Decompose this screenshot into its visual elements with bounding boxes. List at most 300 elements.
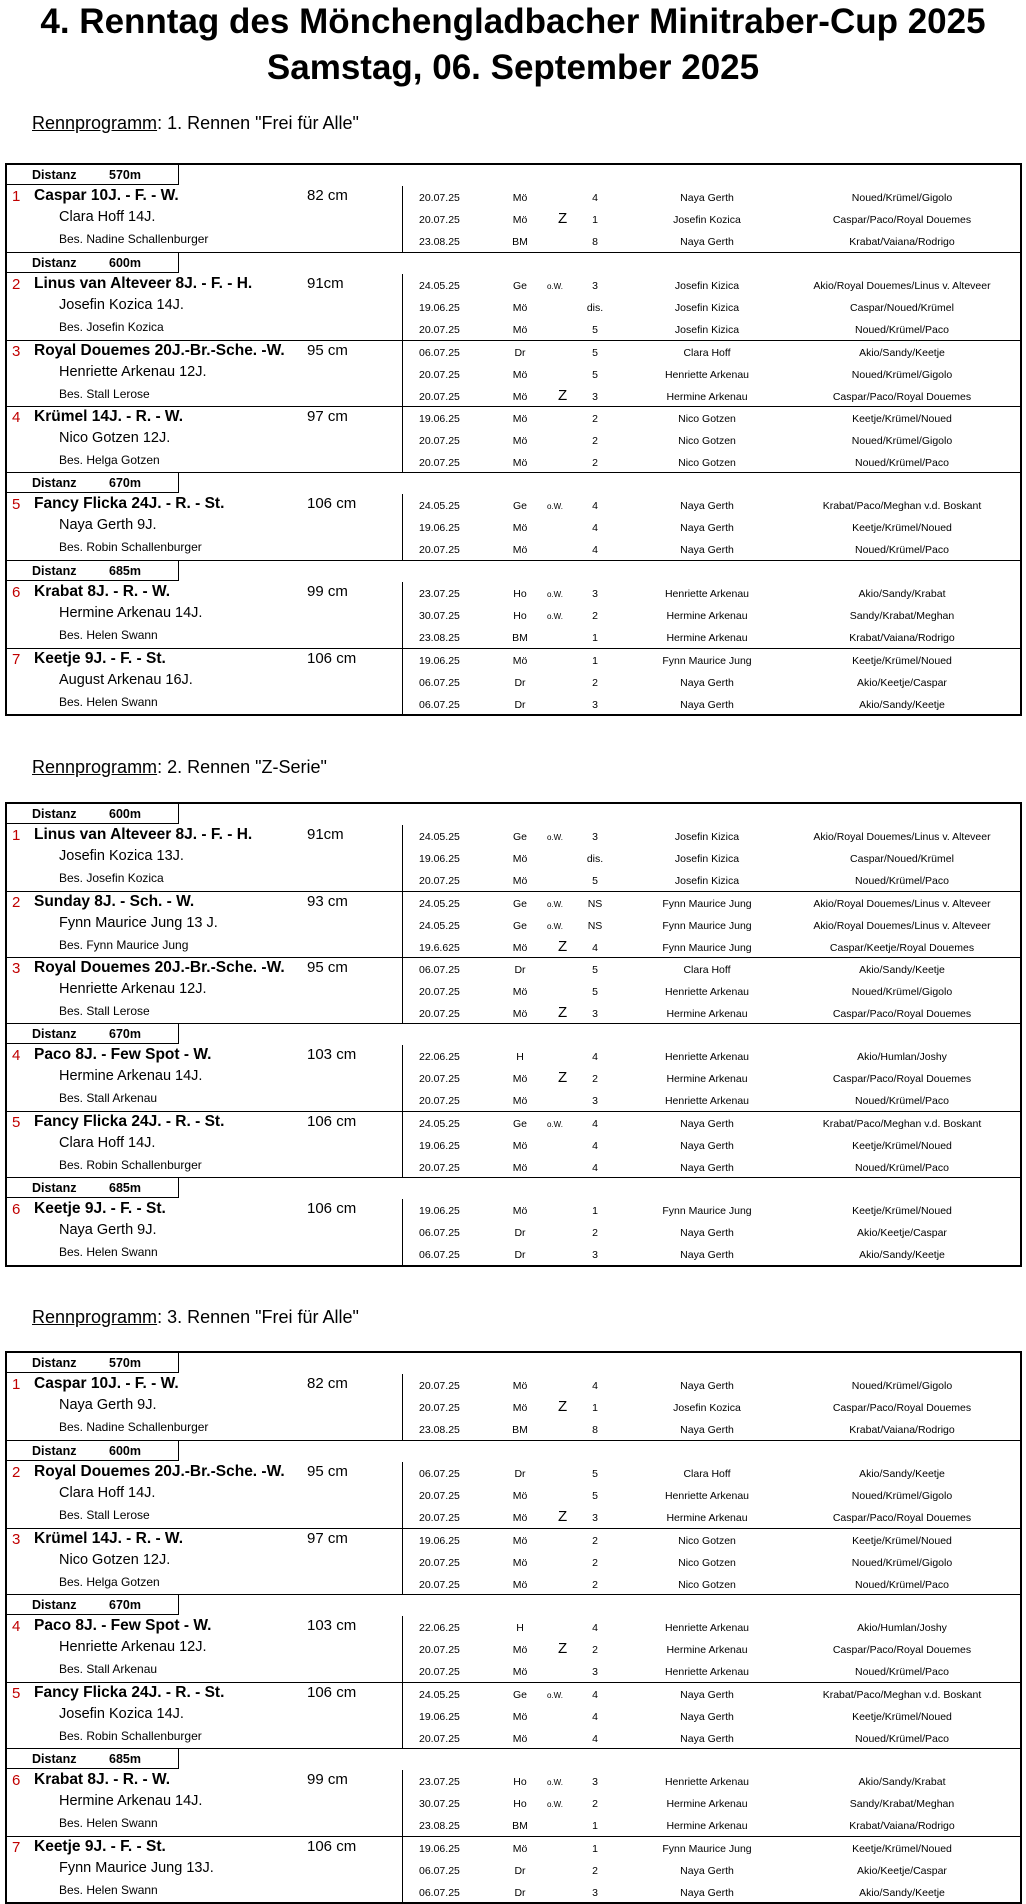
result-horses: Akio/Sandy/Krabat bbox=[858, 588, 946, 600]
result-position: 4 bbox=[592, 1118, 598, 1130]
result-driver: Henriette Arkenau bbox=[664, 1622, 750, 1634]
result-place: Mö bbox=[512, 875, 528, 887]
result-place: Dr bbox=[514, 964, 526, 976]
horse-name: Sunday 8J. - Sch. - W. bbox=[34, 893, 195, 910]
result-position: 5 bbox=[592, 875, 598, 887]
start-number: 7 bbox=[12, 1839, 21, 1856]
result-place: Dr bbox=[514, 1468, 526, 1480]
result-place: Ge bbox=[512, 831, 527, 843]
result-date: 20.07.25 bbox=[419, 1666, 460, 1678]
race-program-label: Rennprogramm bbox=[32, 113, 158, 133]
rider-name: Clara Hoff 14J. bbox=[59, 209, 156, 225]
result-horses: Noued/Krümel/Paco bbox=[855, 1579, 949, 1591]
result-horses: Noued/Krümel/Gigolo bbox=[851, 1557, 953, 1569]
horse-entry bbox=[7, 1374, 1020, 1440]
result-row bbox=[7, 429, 1020, 451]
result-row bbox=[7, 1089, 1020, 1111]
horse-name: Keetje 9J. - F. - St. bbox=[34, 1838, 166, 1855]
result-horses: Akio/Sandy/Krabat bbox=[858, 1776, 946, 1788]
result-date: 20.07.25 bbox=[419, 544, 460, 556]
distance-box bbox=[7, 165, 179, 185]
result-row bbox=[7, 1045, 1020, 1067]
result-ow: o.W. bbox=[547, 502, 564, 511]
start-number: 4 bbox=[12, 409, 21, 426]
result-row bbox=[7, 1134, 1020, 1156]
horse-height: 106 cm bbox=[307, 1838, 357, 1855]
result-ow: o.W. bbox=[547, 833, 564, 842]
result-place: Ge bbox=[512, 1118, 527, 1130]
horse-entry bbox=[7, 340, 1020, 406]
rider-name: Fynn Maurice Jung 13J. bbox=[59, 1860, 214, 1876]
result-position: 3 bbox=[592, 280, 598, 292]
result-place: Mö bbox=[512, 522, 528, 534]
result-horses: Caspar/Keetje/Royal Douemes bbox=[829, 942, 975, 954]
result-driver: Fynn Maurice Jung bbox=[662, 1843, 752, 1855]
result-place: Dr bbox=[514, 1249, 526, 1261]
result-position: 4 bbox=[592, 192, 598, 204]
result-date: 20.07.25 bbox=[419, 457, 460, 469]
result-horses: Krabat/Paco/Meghan v.d. Boskant bbox=[822, 1689, 982, 1701]
result-driver: Hermine Arkenau bbox=[666, 610, 748, 622]
result-position: 3 bbox=[592, 699, 598, 711]
result-place: Ge bbox=[512, 898, 527, 910]
result-horses: Noued/Krümel/Gigolo bbox=[851, 435, 953, 447]
result-position: 3 bbox=[592, 1095, 598, 1107]
owner-name: Bes. Helga Gotzen bbox=[59, 453, 160, 467]
result-position: 4 bbox=[592, 1140, 598, 1152]
result-horses: Caspar/Paco/Royal Douemes bbox=[832, 1073, 972, 1085]
result-date: 20.07.25 bbox=[419, 1490, 460, 1502]
result-horses: Caspar/Paco/Royal Douemes bbox=[832, 1512, 972, 1524]
result-place: Dr bbox=[514, 347, 526, 359]
result-driver: Henriette Arkenau bbox=[664, 369, 750, 381]
result-horses: Noued/Krümel/Paco bbox=[855, 544, 949, 556]
distance-value: 600m bbox=[109, 256, 141, 270]
result-place: Mö bbox=[512, 1535, 528, 1547]
result-row bbox=[7, 604, 1020, 626]
result-place: Mö bbox=[512, 1402, 528, 1414]
result-position: 5 bbox=[592, 369, 598, 381]
result-driver: Naya Gerth bbox=[680, 1689, 734, 1701]
result-place: Mö bbox=[512, 942, 528, 954]
owner-name: Bes. Stall Lerose bbox=[59, 387, 150, 401]
result-date: 06.07.25 bbox=[419, 347, 460, 359]
owner-name: Bes. Josefin Kozica bbox=[59, 871, 164, 885]
distance-value: 670m bbox=[109, 1027, 141, 1041]
owner-name: Bes. Josefin Kozica bbox=[59, 320, 164, 334]
distance-box bbox=[7, 1441, 179, 1461]
result-position: 2 bbox=[592, 435, 598, 447]
distance-row bbox=[7, 1440, 1020, 1462]
rider-name: Josefin Kozica 13J. bbox=[59, 848, 184, 864]
result-row bbox=[7, 1484, 1020, 1506]
result-date: 06.07.25 bbox=[419, 677, 460, 689]
result-row bbox=[7, 1396, 1020, 1418]
result-z: Z bbox=[558, 1508, 568, 1525]
title-line-2: Samstag, 06. September 2025 bbox=[266, 48, 760, 87]
result-position: 4 bbox=[592, 522, 598, 534]
result-date: 06.07.25 bbox=[419, 1887, 460, 1899]
result-driver: Fynn Maurice Jung bbox=[662, 920, 752, 932]
result-row bbox=[7, 1837, 1020, 1859]
race-table bbox=[5, 163, 1022, 716]
result-position: 4 bbox=[592, 1380, 598, 1392]
result-date: 06.07.25 bbox=[419, 1227, 460, 1239]
rider-name: Fynn Maurice Jung 13 J. bbox=[59, 915, 218, 931]
result-driver: Hermine Arkenau bbox=[666, 1820, 748, 1832]
result-horses: Keetje/Krümel/Noued bbox=[852, 1140, 952, 1152]
result-z: Z bbox=[558, 387, 568, 404]
result-date: 20.07.25 bbox=[419, 369, 460, 381]
start-number: 6 bbox=[12, 1772, 21, 1789]
owner-name: Bes. Helen Swann bbox=[59, 1245, 158, 1259]
result-z: Z bbox=[558, 1069, 568, 1086]
result-driver: Nico Gotzen bbox=[678, 457, 736, 469]
result-place: Dr bbox=[514, 1227, 526, 1239]
result-horses: Akio/Sandy/Keetje bbox=[859, 1887, 945, 1899]
result-position: 4 bbox=[592, 1711, 598, 1723]
result-place: Mö bbox=[512, 1490, 528, 1502]
result-horses: Keetje/Krümel/Noued bbox=[852, 1205, 952, 1217]
result-horses: Akio/Royal Douemes/Linus v. Alteveer bbox=[813, 831, 991, 843]
horse-entry bbox=[7, 274, 1020, 340]
result-horses: Noued/Krümel/Gigolo bbox=[851, 1380, 953, 1392]
owner-name: Bes. Helen Swann bbox=[59, 695, 158, 709]
result-horses: Akio/Sandy/Keetje bbox=[859, 964, 945, 976]
horse-name: Linus van Alteveer 8J. - F. - H. bbox=[34, 826, 253, 843]
horse-height: 99 cm bbox=[307, 1771, 348, 1788]
result-position: 4 bbox=[592, 1689, 598, 1701]
result-date: 20.07.25 bbox=[419, 324, 460, 336]
result-date: 20.07.25 bbox=[419, 1512, 460, 1524]
result-date: 20.07.25 bbox=[419, 1162, 460, 1174]
horse-entry bbox=[7, 1462, 1020, 1528]
horse-height: 106 cm bbox=[307, 495, 357, 512]
result-row bbox=[7, 958, 1020, 980]
result-date: 19.06.25 bbox=[419, 1205, 460, 1217]
owner-name: Bes. Nadine Schallenburger bbox=[59, 1420, 209, 1434]
result-z: Z bbox=[558, 1004, 568, 1021]
result-date: 22.06.25 bbox=[419, 1051, 460, 1063]
result-driver: Josefin Kizica bbox=[674, 853, 740, 865]
result-date: 30.07.25 bbox=[419, 1798, 460, 1810]
result-row bbox=[7, 671, 1020, 693]
result-position: 5 bbox=[592, 324, 598, 336]
result-date: 19.06.25 bbox=[419, 302, 460, 314]
result-date: 23.07.25 bbox=[419, 1776, 460, 1788]
result-horses: Krabat/Vaiana/Rodrigo bbox=[849, 236, 955, 248]
result-driver: Henriette Arkenau bbox=[664, 1666, 750, 1678]
result-place: Mö bbox=[512, 457, 528, 469]
result-position: 4 bbox=[592, 1162, 598, 1174]
result-place: BM bbox=[512, 1424, 528, 1436]
horse-name: Royal Douemes 20J.-Br.-Sche. -W. bbox=[34, 1463, 285, 1480]
result-row bbox=[7, 1770, 1020, 1792]
rider-name: Henriette Arkenau 12J. bbox=[59, 364, 207, 380]
distance-row bbox=[7, 252, 1020, 274]
result-driver: Henriette Arkenau bbox=[664, 588, 750, 600]
result-date: 19.06.25 bbox=[419, 1535, 460, 1547]
result-driver: Hermine Arkenau bbox=[666, 1073, 748, 1085]
result-position: 8 bbox=[592, 236, 598, 248]
result-row bbox=[7, 296, 1020, 318]
owner-name: Bes. Stall Lerose bbox=[59, 1004, 150, 1018]
race-title: : 1. Rennen "Frei für Alle" bbox=[157, 113, 359, 133]
result-row bbox=[7, 1112, 1020, 1134]
result-place: Mö bbox=[512, 853, 528, 865]
result-driver: Josefin Kizica bbox=[674, 875, 740, 887]
distance-value: 600m bbox=[109, 1444, 141, 1458]
horse-height: 95 cm bbox=[307, 1463, 348, 1480]
result-driver: Clara Hoff bbox=[683, 964, 731, 976]
result-driver: Fynn Maurice Jung bbox=[662, 1205, 752, 1217]
result-driver: Naya Gerth bbox=[680, 699, 734, 711]
result-date: 20.07.25 bbox=[419, 875, 460, 887]
result-position: 2 bbox=[592, 413, 598, 425]
rider-name: Josefin Kozica 14J. bbox=[59, 297, 184, 313]
result-driver: Naya Gerth bbox=[680, 1140, 734, 1152]
result-row bbox=[7, 318, 1020, 340]
result-row bbox=[7, 363, 1020, 385]
result-place: Mö bbox=[512, 302, 528, 314]
horse-name: Linus van Alteveer 8J. - F. - H. bbox=[34, 275, 253, 292]
result-driver: Josefin Kizica bbox=[674, 324, 740, 336]
result-position: 3 bbox=[592, 588, 598, 600]
result-driver: Hermine Arkenau bbox=[666, 1008, 748, 1020]
start-number: 4 bbox=[12, 1618, 21, 1635]
result-place: H bbox=[516, 1622, 524, 1634]
rider-name: Naya Gerth 9J. bbox=[59, 1397, 157, 1413]
result-horses: Caspar/Paco/Royal Douemes bbox=[832, 1008, 972, 1020]
result-position: 4 bbox=[592, 544, 598, 556]
result-date: 06.07.25 bbox=[419, 699, 460, 711]
result-date: 20.07.25 bbox=[419, 435, 460, 447]
result-position: 8 bbox=[592, 1424, 598, 1436]
result-driver: Naya Gerth bbox=[680, 1162, 734, 1174]
result-date: 20.07.25 bbox=[419, 1402, 460, 1414]
result-horses: Akio/Royal Douemes/Linus v. Alteveer bbox=[813, 898, 991, 910]
result-driver: Naya Gerth bbox=[680, 1733, 734, 1745]
race-heading bbox=[32, 113, 359, 134]
result-place: Ho bbox=[513, 1776, 527, 1788]
horse-entry bbox=[7, 1199, 1020, 1265]
result-driver: Naya Gerth bbox=[680, 192, 734, 204]
result-row bbox=[7, 274, 1020, 296]
result-driver: Naya Gerth bbox=[680, 677, 734, 689]
distance-label: Distanz bbox=[32, 564, 77, 578]
horse-name: Royal Douemes 20J.-Br.-Sche. -W. bbox=[34, 959, 285, 976]
result-row bbox=[7, 1462, 1020, 1484]
result-row bbox=[7, 825, 1020, 847]
result-driver: Josefin Kizica bbox=[674, 302, 740, 314]
race-program-label: Rennprogramm bbox=[32, 1307, 158, 1327]
result-position: 3 bbox=[592, 1512, 598, 1524]
rider-name: Hermine Arkenau 14J. bbox=[59, 605, 203, 621]
result-position: 4 bbox=[592, 1733, 598, 1745]
result-row bbox=[7, 1881, 1020, 1903]
result-place: Mö bbox=[512, 1843, 528, 1855]
result-date: 19.06.25 bbox=[419, 1140, 460, 1152]
result-row bbox=[7, 494, 1020, 516]
result-ow: o.W. bbox=[547, 1691, 564, 1700]
result-place: BM bbox=[512, 632, 528, 644]
horse-name: Keetje 9J. - F. - St. bbox=[34, 650, 166, 667]
result-place: Ge bbox=[512, 1689, 527, 1701]
result-row bbox=[7, 1374, 1020, 1396]
result-position: 2 bbox=[592, 1073, 598, 1085]
result-place: Dr bbox=[514, 1887, 526, 1899]
result-ow: o.W. bbox=[547, 1800, 564, 1809]
horse-name: Caspar 10J. - F. - W. bbox=[34, 1375, 179, 1392]
result-horses: Akio/Royal Douemes/Linus v. Alteveer bbox=[813, 280, 991, 292]
result-horses: Keetje/Krümel/Noued bbox=[852, 655, 952, 667]
race-table bbox=[5, 802, 1022, 1267]
distance-label: Distanz bbox=[32, 1027, 77, 1041]
rider-name: Hermine Arkenau 14J. bbox=[59, 1068, 203, 1084]
result-row bbox=[7, 1660, 1020, 1682]
result-ow: o.W. bbox=[547, 922, 564, 931]
result-position: 3 bbox=[592, 1008, 598, 1020]
rider-name: Nico Gotzen 12J. bbox=[59, 1552, 171, 1568]
horse-height: 97 cm bbox=[307, 408, 348, 425]
distance-value: 570m bbox=[109, 1356, 141, 1370]
result-driver: Henriette Arkenau bbox=[664, 1051, 750, 1063]
start-number: 3 bbox=[12, 960, 21, 977]
race-title: : 3. Rennen "Frei für Alle" bbox=[157, 1307, 359, 1327]
result-place: Mö bbox=[512, 369, 528, 381]
distance-box bbox=[7, 1595, 179, 1615]
result-row bbox=[7, 869, 1020, 891]
horse-name: Royal Douemes 20J.-Br.-Sche. -W. bbox=[34, 342, 285, 359]
result-position: 1 bbox=[592, 1205, 598, 1217]
distance-label: Distanz bbox=[32, 807, 77, 821]
owner-name: Bes. Stall Arkenau bbox=[59, 1091, 158, 1105]
result-driver: Nico Gotzen bbox=[678, 413, 736, 425]
race-table bbox=[5, 1351, 1022, 1904]
race-title: : 2. Rennen "Z-Serie" bbox=[157, 757, 327, 777]
result-place: Ge bbox=[512, 920, 527, 932]
result-row bbox=[7, 1573, 1020, 1595]
distance-row bbox=[7, 472, 1020, 494]
result-ow: o.W. bbox=[547, 1778, 564, 1787]
result-date: 23.08.25 bbox=[419, 236, 460, 248]
result-place: Mö bbox=[512, 1512, 528, 1524]
rider-name: Naya Gerth 9J. bbox=[59, 517, 157, 533]
result-horses: Noued/Krümel/Gigolo bbox=[851, 369, 953, 381]
result-position: 2 bbox=[592, 1644, 598, 1656]
race-program-label: Rennprogramm bbox=[32, 757, 158, 777]
distance-box bbox=[7, 561, 179, 581]
rider-name: Clara Hoff 14J. bbox=[59, 1485, 156, 1501]
result-date: 19.06.25 bbox=[419, 522, 460, 534]
result-date: 20.07.25 bbox=[419, 214, 460, 226]
result-position: 4 bbox=[592, 1622, 598, 1634]
result-place: Mö bbox=[512, 435, 528, 447]
result-position: 1 bbox=[592, 1402, 598, 1414]
owner-name: Bes. Stall Lerose bbox=[59, 1508, 150, 1522]
result-driver: Josefin Kizica bbox=[674, 280, 740, 292]
start-number: 2 bbox=[12, 1464, 21, 1481]
result-ow: o.W. bbox=[547, 612, 564, 621]
result-horses: Noued/Krümel/Paco bbox=[855, 875, 949, 887]
result-row bbox=[7, 1616, 1020, 1638]
result-date: 30.07.25 bbox=[419, 610, 460, 622]
result-ow: o.W. bbox=[547, 1120, 564, 1129]
result-driver: Henriette Arkenau bbox=[664, 1490, 750, 1502]
distance-value: 670m bbox=[109, 1598, 141, 1612]
distance-value: 685m bbox=[109, 1752, 141, 1766]
result-driver: Nico Gotzen bbox=[678, 1557, 736, 1569]
distance-label: Distanz bbox=[32, 476, 77, 490]
result-position: 1 bbox=[592, 1843, 598, 1855]
result-horses: Akio/Royal Douemes/Linus v. Alteveer bbox=[813, 920, 991, 932]
result-date: 22.06.25 bbox=[419, 1622, 460, 1634]
horse-name: Krabat 8J. - R. - W. bbox=[34, 583, 171, 600]
start-number: 2 bbox=[12, 276, 21, 293]
result-date: 06.07.25 bbox=[419, 1865, 460, 1877]
result-driver: Naya Gerth bbox=[680, 1249, 734, 1261]
result-date: 06.07.25 bbox=[419, 1468, 460, 1480]
rider-name: August Arkenau 16J. bbox=[59, 672, 193, 688]
result-place: Ho bbox=[513, 1798, 527, 1810]
horse-height: 82 cm bbox=[307, 1375, 348, 1392]
result-position: 2 bbox=[592, 1865, 598, 1877]
distance-row bbox=[7, 804, 1020, 825]
result-row bbox=[7, 914, 1020, 936]
result-place: BM bbox=[512, 1820, 528, 1832]
result-place: Mö bbox=[512, 1666, 528, 1678]
result-z: Z bbox=[558, 210, 568, 227]
result-place: Ge bbox=[512, 280, 527, 292]
result-place: Mö bbox=[512, 1140, 528, 1152]
horse-name: Keetje 9J. - F. - St. bbox=[34, 1200, 166, 1217]
result-horses: Akio/Humlan/Joshy bbox=[857, 1051, 947, 1063]
result-place: H bbox=[516, 1051, 524, 1063]
result-position: 1 bbox=[592, 214, 598, 226]
result-row bbox=[7, 1792, 1020, 1814]
race-heading bbox=[32, 1307, 359, 1328]
result-driver: Naya Gerth bbox=[680, 236, 734, 248]
result-horses: Akio/Sandy/Keetje bbox=[859, 699, 945, 711]
result-position: dis. bbox=[586, 853, 604, 865]
result-place: Mö bbox=[512, 1380, 528, 1392]
result-date: 20.07.25 bbox=[419, 986, 460, 998]
result-horses: Caspar/Paco/Royal Douemes bbox=[832, 1644, 972, 1656]
rider-name: Henriette Arkenau 12J. bbox=[59, 1639, 207, 1655]
result-driver: Henriette Arkenau bbox=[664, 1095, 750, 1107]
result-driver: Naya Gerth bbox=[680, 1887, 734, 1899]
result-horses: Krabat/Paco/Meghan v.d. Boskant bbox=[822, 1118, 982, 1130]
result-place: Mö bbox=[512, 214, 528, 226]
start-number: 1 bbox=[12, 188, 21, 205]
result-row bbox=[7, 385, 1020, 407]
horse-entry bbox=[7, 1682, 1020, 1748]
result-row bbox=[7, 1529, 1020, 1551]
result-date: 20.07.25 bbox=[419, 1733, 460, 1745]
result-place: Mö bbox=[512, 1095, 528, 1107]
rider-name: Nico Gotzen 12J. bbox=[59, 430, 171, 446]
rider-name: Henriette Arkenau 12J. bbox=[59, 981, 207, 997]
result-driver: Fynn Maurice Jung bbox=[662, 898, 752, 910]
result-ow: o.W. bbox=[547, 590, 564, 599]
distance-box bbox=[7, 804, 179, 824]
distance-box bbox=[7, 1178, 179, 1198]
distance-row bbox=[7, 165, 1020, 186]
result-date: 19.06.25 bbox=[419, 655, 460, 667]
horse-name: Fancy Flicka 24J. - R. - St. bbox=[34, 1113, 225, 1130]
result-position: 4 bbox=[592, 942, 598, 954]
distance-row bbox=[7, 1023, 1020, 1045]
